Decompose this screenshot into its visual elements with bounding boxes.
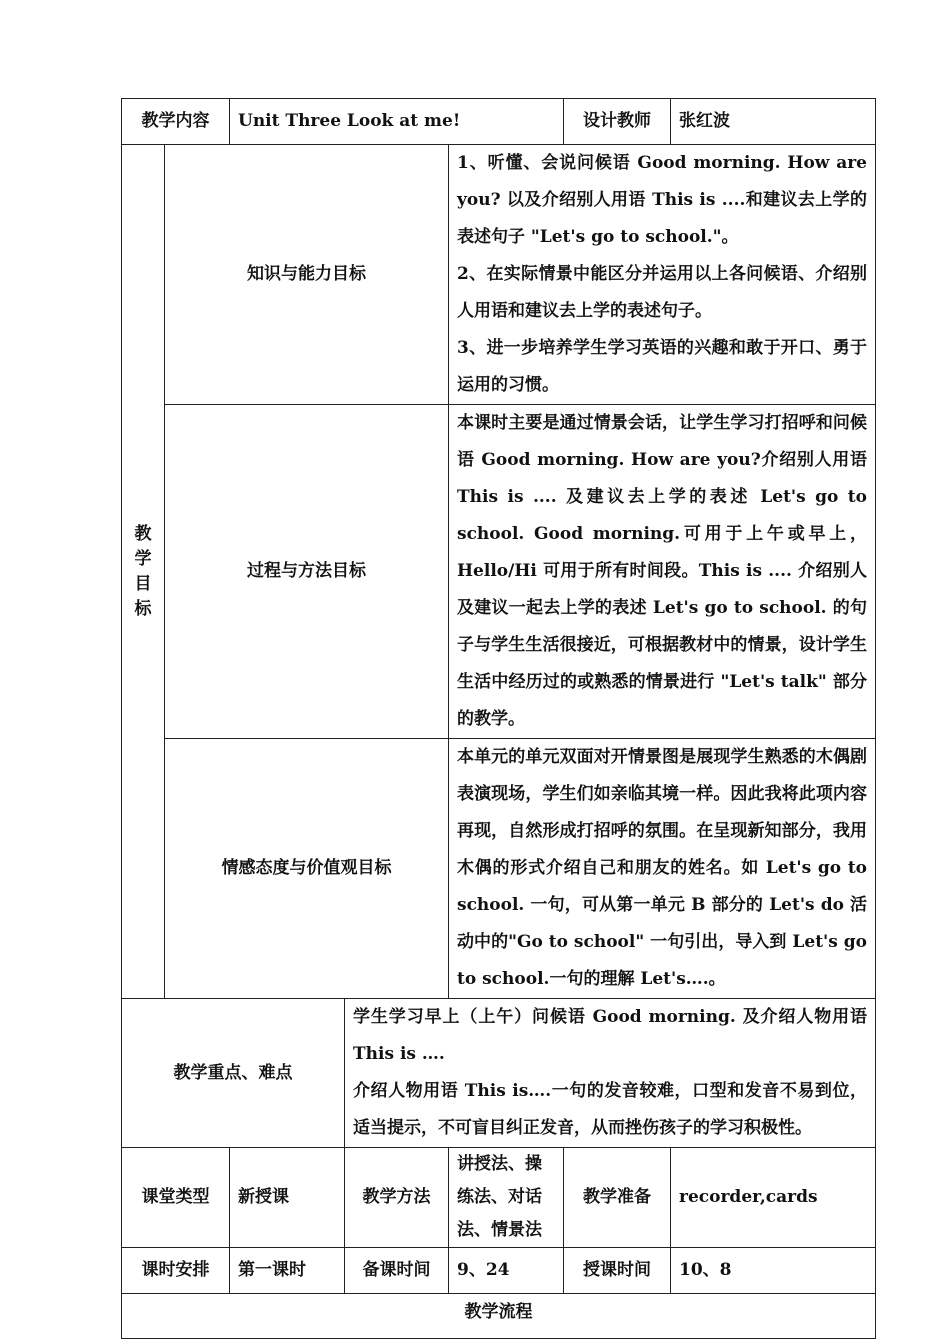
class-type-row (122, 1148, 876, 1248)
knowledge-goal-label: 知识与能力目标 (165, 145, 449, 405)
key-point-item: 介绍人物用语 This is….一句的发音较难，口型和发音不易到位，适当提示，不可盲目纠正发音，从而挫伤孩子的学习积极性。 (353, 1081, 868, 1138)
class-type-value: 新授课 (230, 1148, 345, 1248)
header-row (122, 99, 876, 145)
schedule-label: 课时安排 (122, 1248, 230, 1294)
knowledge-item: 2、在实际情景中能区分并运用以上各问候语、介绍别人用语和建议去上学的表述句子。 (457, 264, 868, 321)
flow-label: 教学流程 (122, 1294, 876, 1339)
goals-side-label: 教 学 目 标 (122, 145, 165, 999)
prep-label: 教学准备 (564, 1148, 671, 1248)
goal-process-row (122, 405, 876, 739)
lesson-plan-table (121, 98, 876, 1339)
key-points-content (345, 999, 876, 1148)
process-goal-label: 过程与方法目标 (165, 405, 449, 739)
flow-row (122, 1294, 876, 1339)
teach-time-value: 10、8 (671, 1248, 876, 1294)
goal-emotion-row (122, 739, 876, 999)
method-value: 讲授法、操练法、对话法、情景法 (449, 1148, 564, 1248)
content-label: 教学内容 (122, 99, 230, 145)
key-points-row (122, 999, 876, 1148)
content-value: Unit Three Look at me! (230, 99, 564, 145)
teach-time-label: 授课时间 (564, 1248, 671, 1294)
knowledge-goal-content (449, 145, 876, 405)
knowledge-item: 1、听懂、会说问候语 Good morning. How are you? 以及介绍别人用语 This is ....和建议去上学的表述句子 "Let's go to school."。 (457, 153, 868, 247)
process-goal-content: 本课时主要是通过情景会话，让学生学习打招呼和问候语 Good morning. How are you?介绍别人用语 This is .... 及建议去上学的表述 Let's go to school. Good morning.可用于上午或早上，Hello/Hi 可用于所有时间段。This is .... 介绍别人及建议一起去上学的表述 Let's go to school. 的句子与学生生活很接近，可根据教材中的情景，设计学生生活中经历过的或熟悉的情景进行 "Let's talk" 部分的教学。 (449, 405, 876, 739)
emotion-goal-label: 情感态度与价值观目标 (165, 739, 449, 999)
key-points-label: 教学重点、难点 (122, 999, 345, 1148)
prep-time-value: 9、24 (449, 1248, 564, 1294)
class-type-label: 课堂类型 (122, 1148, 230, 1248)
schedule-row (122, 1248, 876, 1294)
schedule-value: 第一课时 (230, 1248, 345, 1294)
key-point-item: 学生学习早上（上午）问候语 Good morning. 及介绍人物用语 This is …. (353, 1007, 868, 1064)
prep-time-label: 备课时间 (345, 1248, 449, 1294)
emotion-goal-content: 本单元的单元双面对开情景图是展现学生熟悉的木偶剧表演现场，学生们如亲临其境一样。因此我将此项内容再现，自然形成打招呼的氛围。在呈现新知部分，我用木偶的形式介绍自己和朋友的姓名。如 Let's go to school. 一句，可从第一单元 B 部分的 Let's do 活动中的"Go to school" 一句引出，导入到 Let's go to school.一句的理解 Let's….。 (449, 739, 876, 999)
teacher-value: 张红波 (671, 99, 876, 145)
teacher-label: 设计教师 (564, 99, 671, 145)
prep-value: recorder,cards (671, 1148, 876, 1248)
method-label: 教学方法 (345, 1148, 449, 1248)
goal-knowledge-row (122, 145, 876, 405)
knowledge-item: 3、进一步培养学生学习英语的兴趣和敢于开口、勇于运用的习惯。 (457, 338, 868, 395)
